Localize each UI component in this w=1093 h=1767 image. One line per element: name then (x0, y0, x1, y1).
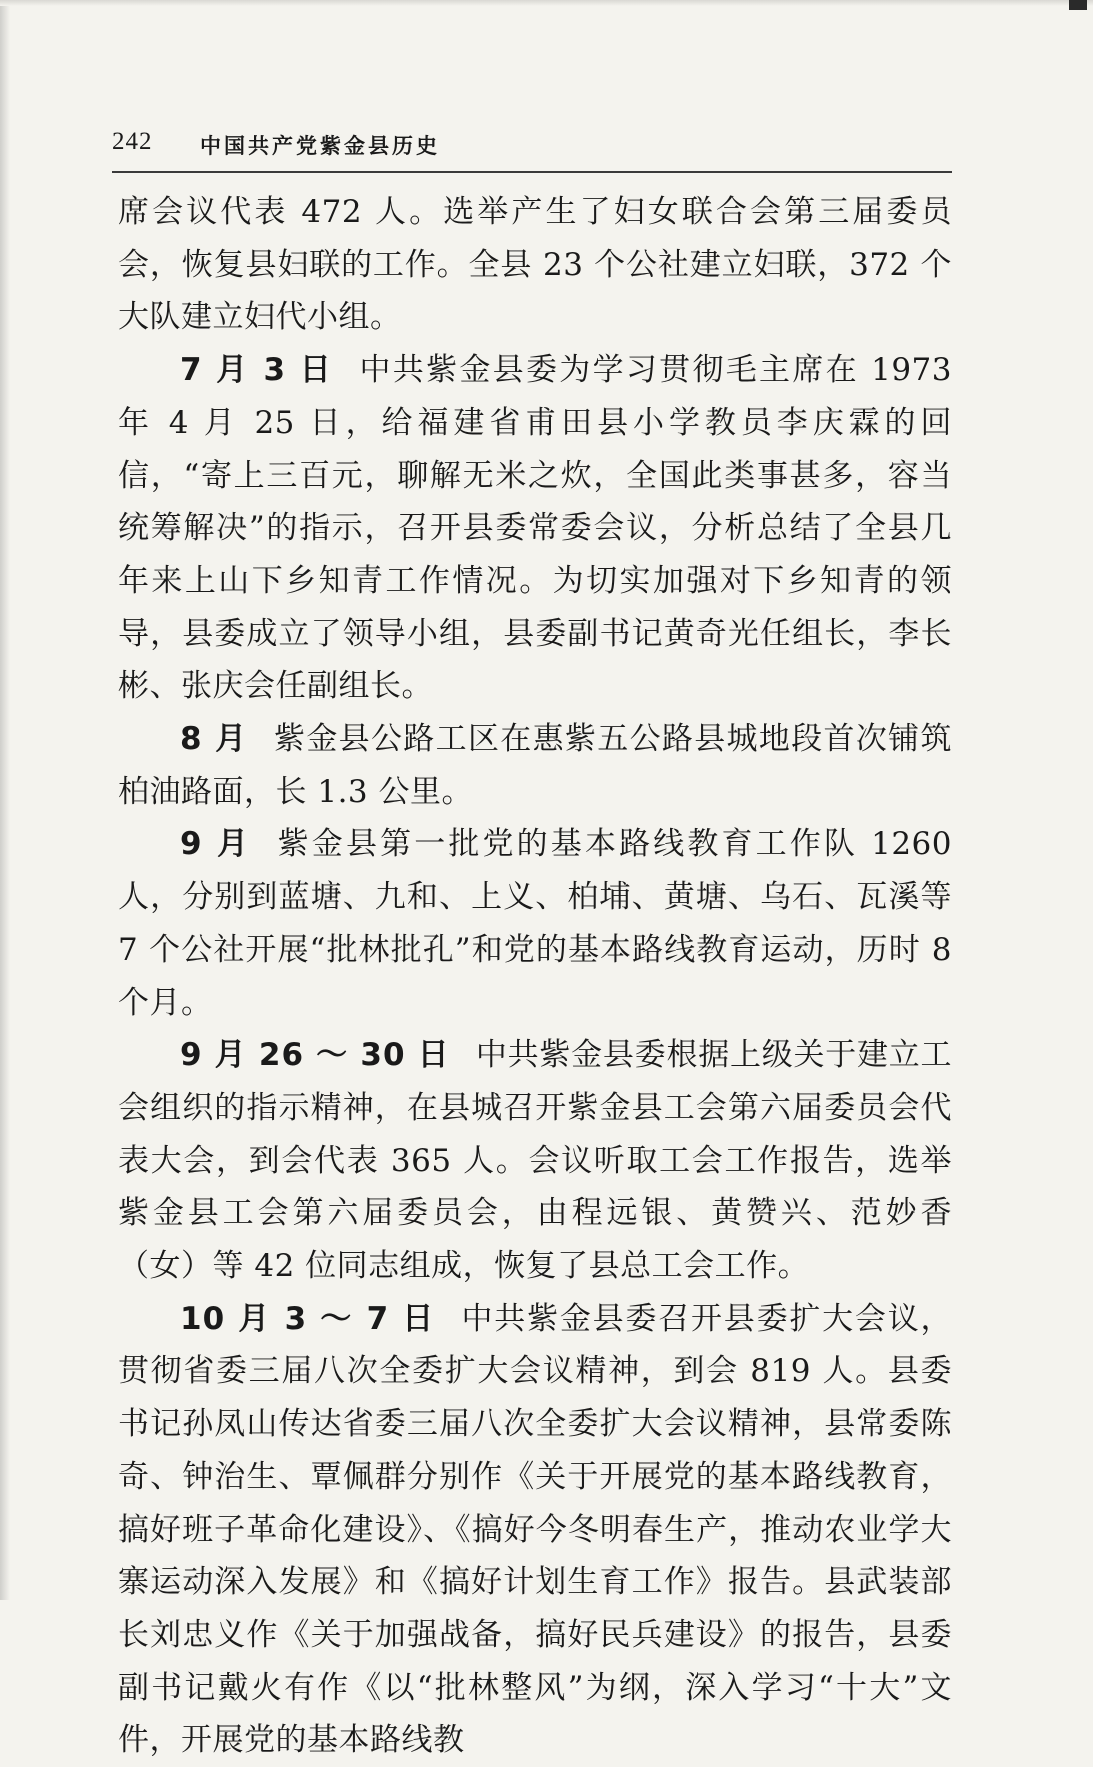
entry-sep-26-30 (118, 1029, 952, 1293)
entry-date: 7 月 3 日 (180, 352, 334, 389)
entry-aug (118, 713, 952, 818)
body-text (118, 186, 952, 1767)
entry-date: 9 月 26 ～ 30 日 (180, 1037, 450, 1074)
entry-text: 中共紫金县委召开县委扩大会议，贯彻省委三届八次全委扩大会议精神，到会 819 人。县委书记孙凤山传达省委三届八次全委扩大会议精神，县常委陈奇、钟治生、覃佩群分别作《关于开展党的基本路线教育，搞好班子革命化建设》、《搞好今冬明春生产，推动农业学大寨运动深入发展》和《搞好计划生育工作》报告。县武装部长刘忠义作《关于加强战备，搞好民兵建设》的报告，县委副书记戴火有作《以“批林整风”为纲，深入学习“十大”文件，开展党的基本路线教 (118, 1300, 952, 1759)
page-edge-shadow (0, 0, 10, 1600)
page-top-shadow (0, 0, 1093, 6)
entry-jul-3 (118, 344, 952, 713)
entry-date: 10 月 3 ～ 7 日 (180, 1300, 436, 1337)
paragraph-text: 席会议代表 472 人。选举产生了妇女联合会第三届委员会，恢复县妇联的工作。全县 23 个公社建立妇联，372 个大队建立妇代小组。 (118, 194, 952, 336)
page-number: 242 (112, 128, 153, 155)
paragraph-continued (118, 186, 952, 344)
page-header (112, 128, 952, 168)
header-rule (112, 171, 952, 173)
entry-date: 9 月 (180, 826, 252, 863)
entry-date: 8 月 (180, 721, 249, 758)
scan-corner-mark (1069, 0, 1087, 10)
entry-text: 紫金县公路工区在惠紫五公路县城地段首次铺筑柏油路面，长 1.3 公里。 (118, 721, 952, 810)
entry-text: 中共紫金县委根据上级关于建立工会组织的指示精神，在县城召开紫金县工会第六届委员会代表大会，到会代表 365 人。会议听取工会工作报告，选举紫金县工会第六届委员会，由程远银、黄赞兴、范妙香（女）等 42 位同志组成，恢复了县总工会工作。 (118, 1037, 953, 1285)
entry-sep (118, 818, 952, 1029)
entry-oct-3-7 (118, 1293, 952, 1767)
entry-text: 紫金县第一批党的基本路线教育工作队 1260 人，分别到蓝塘、九和、上义、柏埔、黄塘、乌石、瓦溪等 7 个公社开展“批林批孔”和党的基本路线教育运动，历时 8 个月。 (118, 826, 952, 1021)
running-title: 中国共产党紫金县历史 (200, 133, 440, 158)
entry-text: 中共紫金县委为学习贯彻毛主席在 1973 年 4 月 25 日，给福建省甫田县小学教员李庆霖的回信，“寄上三百元，聊解无米之炊，全国此类事甚多，容当统筹解决”的指示，召开县委常委会议，分析总结了全县几年来上山下乡知青工作情况。为切实加强对下乡知青的领导，县委成立了领导小组，县委副书记黄奇光任组长，李长彬、张庆会任副组长。 (118, 352, 952, 705)
